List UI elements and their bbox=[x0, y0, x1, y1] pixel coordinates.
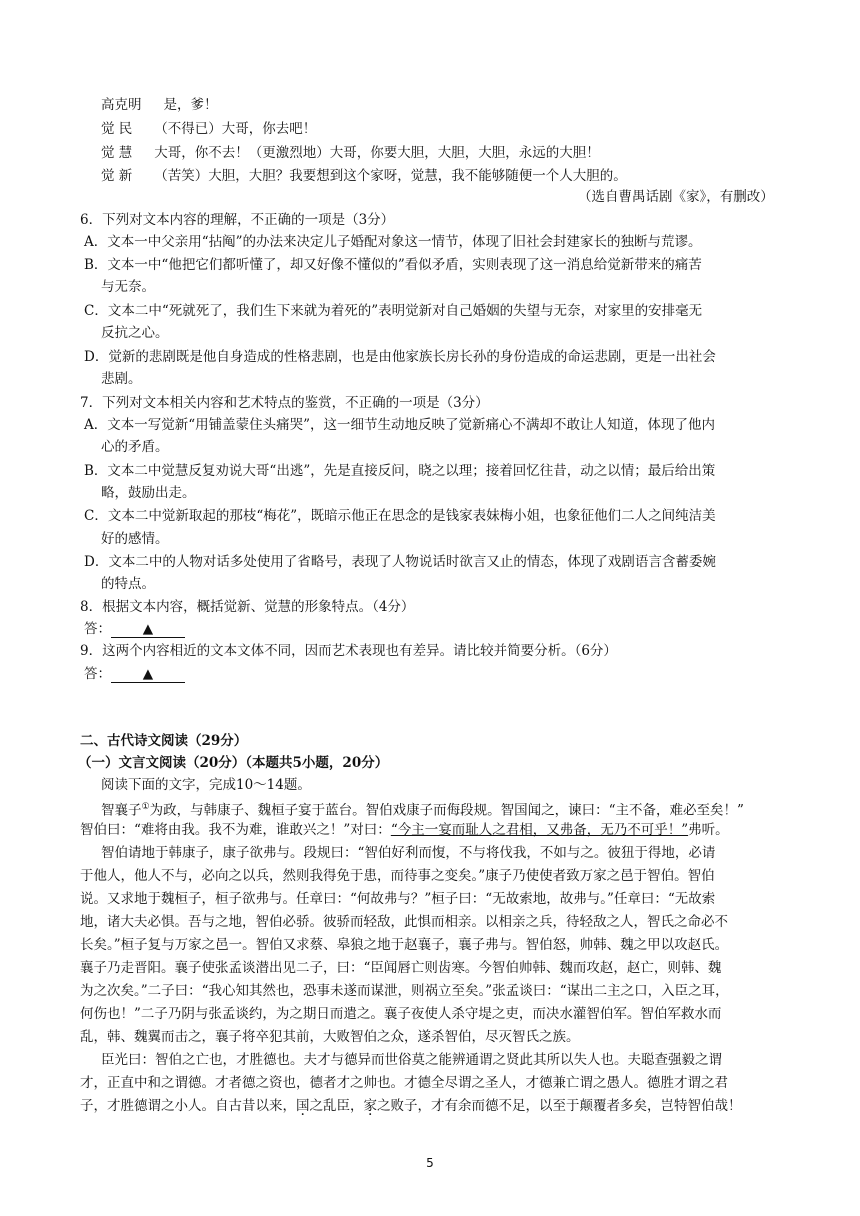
option-c: C．文本二中觉新取起的那枝“梅花”，既暗示他正在思念的是钱家表妹梅小姐，也象征他们二人之间纯洁美 bbox=[84, 508, 716, 524]
dialogue-line bbox=[101, 166, 627, 186]
option-d-cont: 悲剧。 bbox=[101, 371, 142, 387]
passage-line: 臣光曰：智伯之亡也，才胜德也。夫才与德异而世俗莫之能辨通谓之贤此其所以失人也。夫聪查强毅之谓 bbox=[101, 1052, 722, 1068]
dialogue-line bbox=[101, 119, 316, 139]
option-d: D．觉新的悲剧既是他自身造成的性格悲剧，也是由他家族长房长孙的身份造成的命运悲剧，更是一出社会 bbox=[84, 349, 716, 365]
question-9-stem: 9．这两个内容相近的文本文体不同，因而艺术表现也有差异。请比较并简要分析。（6分） bbox=[80, 643, 617, 659]
answer-blank[interactable]: ▲ bbox=[111, 666, 185, 683]
passage-line: 智伯请地于韩康子，康子欲弗与。段规曰：“智伯好利而愎，不与将伐我，不如与之。彼狃于得地，必请 bbox=[101, 845, 716, 861]
passage-line: 才，正直中和之谓德。才者德之资也，德者才之帅也。才德全尽谓之圣人，才德兼亡谓之愚人。德胜才谓之君 bbox=[80, 1075, 728, 1091]
answer-line bbox=[84, 619, 185, 639]
option-d: D．文本二中的人物对话多处使用了省略号，表现了人物说话时欲言又止的情态，体现了戏剧语言含蓄委婉 bbox=[84, 554, 716, 570]
passage-line: 长矣。”桓子复与万家之邑一。智伯又求蔡、皋狼之地于赵襄子，襄子弗与。智伯怒，帅韩、魏之甲以攻赵氏。 bbox=[80, 937, 729, 953]
option-b: B．文本二中觉慧反复劝说大哥“出逃”，先是直接反问，晓之以理；接着回忆往昔，动之以情；最后给出策 bbox=[84, 463, 716, 479]
passage-line: 为之次矣。”二子曰：“我心知其然也，恐事未遂而谋泄，则祸立至矣。”张孟谈曰：“谋出二主之口，入臣之耳， bbox=[80, 983, 729, 999]
passage-text: 弗听。 bbox=[688, 822, 729, 838]
option-b-cont: 与无奈。 bbox=[101, 279, 155, 295]
dialogue-text: 是，爹！ bbox=[163, 97, 218, 113]
passage-line: 襄子乃走晋阳。襄子使张孟谈潜出见二子，曰：“臣闻唇亡则齿寒。今智伯帅韩、魏而攻赵，赵亡，则韩、魏 bbox=[80, 960, 722, 976]
speaker-name: 觉 慧 bbox=[101, 145, 133, 161]
dotted-char: 国 bbox=[296, 1098, 310, 1114]
dialogue-text: （不得已）大哥，你去吧！ bbox=[154, 121, 317, 137]
answer-line bbox=[84, 664, 185, 684]
passage-line: 于他人，他人不与，必向之以兵，然则我得免于患，而待事之变矣。”康子乃使使者致万家之邑于智伯。智伯 bbox=[80, 868, 715, 884]
section-title: 二、古代诗文阅读（29分） bbox=[80, 733, 248, 749]
passage-line: 何伤也！”二子乃阴与张孟谈约，为之期日而遣之。襄子夜使人杀守堤之吏，而决水灌智伯军。智伯军救水而 bbox=[80, 1006, 722, 1022]
dialogue-text: （苦笑）大胆，大胆？我要想到这个家呀，觉慧，我不能够随便一个人大胆的。 bbox=[154, 168, 627, 184]
question-6-stem: 6．下列对文本内容的理解，不正确的一项是（3分） bbox=[80, 212, 395, 228]
option-a: A．文本一中父亲用“拈阄”的办法来决定儿子婚配对象这一情节，体现了旧社会封建家长的独断与荒谬。 bbox=[84, 234, 702, 250]
subsection-title: （一）文言文阅读（20分）（本题共5小题，20分） bbox=[78, 755, 389, 771]
passage-line: 乱，韩、魏翼而击之，襄子将卒犯其前，大败智伯之众，遂杀智伯，尽灭智氏之族。 bbox=[80, 1029, 580, 1045]
passage-line: 地，诸大夫必惧。吾与之地，智伯必骄。彼骄而轻敌，此惧而相亲。以相亲之兵，待轻敌之人，智氏之命必不 bbox=[80, 914, 728, 930]
option-c-cont: 反抗之心。 bbox=[101, 325, 169, 341]
passage-text: 之乱臣， bbox=[309, 1098, 364, 1114]
option-d-cont: 的特点。 bbox=[101, 576, 155, 592]
question-8-stem: 8．根据文本内容，概括觉新、觉慧的形象特点。（4分） bbox=[80, 599, 415, 615]
option-a-cont: 心的矛盾。 bbox=[101, 439, 169, 455]
underlined-sentence: “今主一宴而耻人之君相，又弗备，无乃不可乎！” bbox=[390, 822, 689, 838]
speaker-name: 觉 民 bbox=[101, 121, 133, 137]
source-citation: （选自曹禺话剧《家》，有删改） bbox=[578, 189, 774, 205]
option-c-cont: 好的感情。 bbox=[101, 531, 169, 547]
option-b: B．文本一中“他把它们都听懂了，却又好像不懂似的”看似矛盾，实则表现了这一消息给觉新带来的痛苦 bbox=[84, 257, 702, 273]
passage-text: 智襄子 bbox=[101, 802, 142, 819]
passage-text: 智伯曰：“难将由我。我不为难，谁敢兴之！”对曰： bbox=[80, 822, 391, 838]
passage-text: 为政，与韩康子、魏桓子宴于蓝台。智伯戏康子而侮段规。智国闻之，谏曰：“主不备，难必至矣！” bbox=[149, 802, 744, 819]
passage-line bbox=[101, 797, 744, 821]
dialogue-line bbox=[101, 95, 218, 115]
passage-text: 子，才胜德谓之小人。自古昔以来， bbox=[80, 1098, 296, 1114]
option-a: A．文本一写觉新“用铺盖蒙住头痛哭”，这一细节生动地反映了觉新痛心不满却不敢让人知道，体现了他内 bbox=[84, 417, 716, 433]
passage-text: 之败子，才有余而德不足，以至于颠覆者多矣，岂特智伯哉！ bbox=[377, 1098, 742, 1114]
dotted-char: 家 bbox=[363, 1098, 377, 1114]
question-7-stem: 7．下列对文本相关内容和艺术特点的鉴赏，不正确的一项是（3分） bbox=[80, 395, 489, 411]
dialogue-text: 大哥，你不去！（更激烈地）大哥，你要大胆，大胆，大胆，永远的大胆！ bbox=[154, 145, 600, 161]
option-b-cont: 略，鼓励出走。 bbox=[101, 485, 196, 501]
speaker-name: 高克明 bbox=[101, 97, 142, 113]
speaker-name: 觉 新 bbox=[101, 168, 133, 184]
passage-line bbox=[80, 1096, 742, 1116]
answer-blank[interactable]: ▲ bbox=[111, 621, 185, 638]
dialogue-line bbox=[101, 143, 600, 163]
page-number: 5 bbox=[426, 1156, 434, 1170]
passage-line: 说。又求地于魏桓子，桓子欲弗与。任章曰：“何故弗与？”桓子曰：“无故索地，故弗与。”任章曰：“无故索 bbox=[80, 891, 716, 907]
answer-label: 答： bbox=[84, 621, 111, 637]
footnote-marker: ① bbox=[141, 802, 150, 812]
answer-label: 答： bbox=[84, 666, 111, 682]
passage-line bbox=[80, 820, 729, 840]
instruction-text: 阅读下面的文字，完成10～14题。 bbox=[101, 777, 311, 793]
option-c: C．文本二中“死就死了，我们生下来就为着死的”表明觉新对自己婚姻的失望与无奈，对家里的安排毫无 bbox=[84, 303, 703, 319]
